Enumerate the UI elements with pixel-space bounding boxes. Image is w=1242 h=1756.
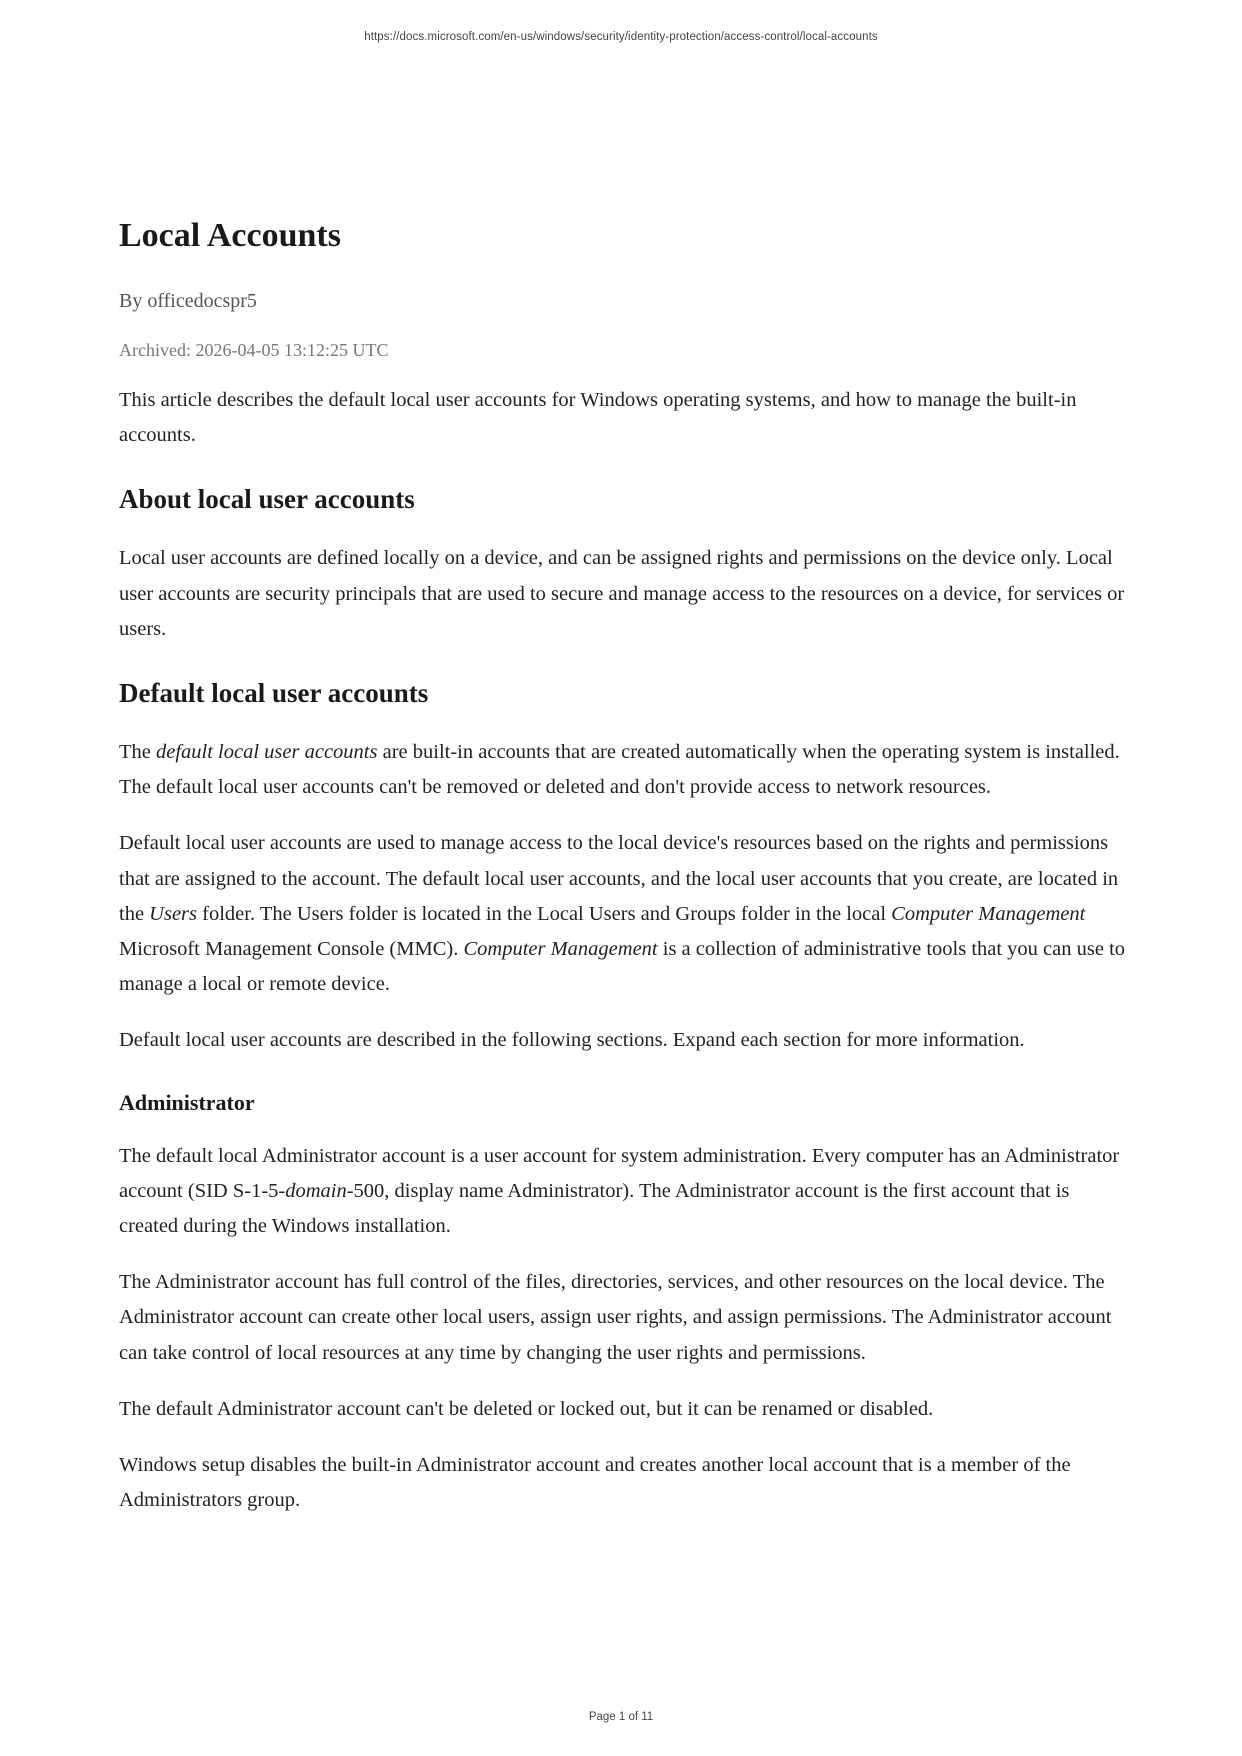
emphasis-computer-management: Computer Management [891, 902, 1086, 925]
default-paragraph-2 [119, 826, 1129, 1002]
emphasis-computer-management: Computer Management [463, 938, 658, 961]
text-run: folder. The Users folder is located in the Local Users and Groups folder in the local [197, 902, 892, 925]
section-heading-default: Default local user accounts [119, 678, 429, 709]
admin-paragraph-2: The Administrator account has full control of the files, directories, services, and other resources on the local device. The Administrator account can create other local users, assign user rights, and assign permissions. The Administrator account can take control of local resources at any time by changing the user rights and permissions. [119, 1271, 1112, 1364]
page-url-header: https://docs.microsoft.com/en-us/windows/security/identity-protection/access-control/local-accounts [364, 31, 878, 43]
text-run: The [119, 741, 156, 764]
emphasis-users: Users [149, 902, 198, 925]
text-run: Default local user accounts are used to manage access to the local device's resources based on the rights and permissions that are assigned to the account. The default local user accounts, and the local user accounts that you create, are located in the [119, 832, 1119, 925]
page-number-footer: Page 1 of 11 [588, 1711, 654, 1723]
admin-paragraph-4: Windows setup disables the built-in Administrator account and creates another local account that is a member of the Administrators group. [119, 1454, 1071, 1512]
text-run: The default local Administrator account is a user account for system administration. Every computer has an Administrator account (SID S-1-5- [119, 1144, 1120, 1202]
text-run: are built-in accounts that are created automatically when the operating system is installed. The default local user accounts can't be removed or deleted and don't provide access to network resources. [119, 741, 1120, 799]
text-run: is a collection of administrative tools that you can use to manage a local or remote device. [119, 938, 1126, 996]
text-run: -500, display name Administrator). The Administrator account is the first account that is created during the Windows installation. [119, 1179, 1070, 1238]
archived-timestamp: Archived: 2026-04-05 13:12:25 UTC [119, 340, 389, 360]
text-run: Microsoft Management Console (MMC). [119, 938, 464, 961]
section-heading-about: About local user accounts [119, 484, 415, 515]
default-paragraph-1 [119, 735, 1129, 805]
about-paragraph: Local user accounts are defined locally on a device, and can be assigned rights and permissions on the device only. Local user accounts are security principals that are used to secure and manage access to the resources on a device, for services or users. [119, 547, 1125, 640]
admin-paragraph-1 [119, 1139, 1129, 1245]
intro-paragraph: This article describes the default local user accounts for Windows operating systems, and how to manage the built-in accounts. [119, 389, 1077, 447]
emphasis-default-local-user-accounts: default local user accounts [156, 741, 378, 764]
article-content [119, 212, 1129, 1539]
default-paragraph-3: Default local user accounts are described in the following sections. Expand each section for more information. [119, 1029, 1025, 1052]
admin-paragraph-3: The default Administrator account can't be deleted or locked out, but it can be renamed or disabled. [119, 1397, 934, 1420]
section-heading-administrator: Administrator [119, 1089, 255, 1115]
page-title: Local Accounts [119, 217, 341, 254]
emphasis-domain: domain [285, 1179, 347, 1202]
author-byline: By officedocspr5 [119, 290, 257, 312]
